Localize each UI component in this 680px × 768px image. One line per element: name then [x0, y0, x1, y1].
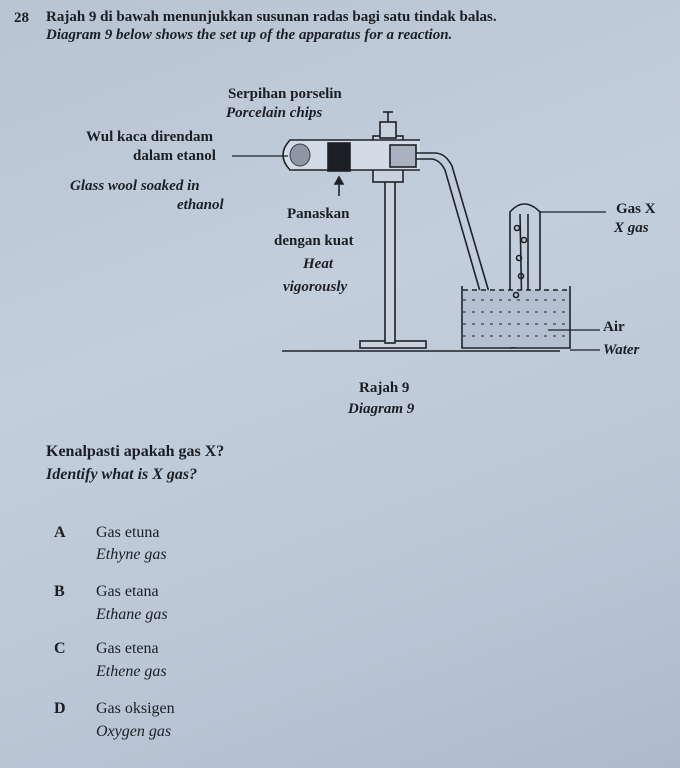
- option-d-letter[interactable]: D: [54, 700, 66, 717]
- label-heat-malay-1: Panaskan: [287, 206, 350, 222]
- question-text-malay: Rajah 9 di bawah menunjukkan susunan radas bagi satu tindak balas.: [46, 9, 497, 25]
- diagram-caption-english: Diagram 9: [348, 401, 415, 417]
- diagram-caption-malay: Rajah 9: [359, 380, 410, 396]
- glass-wool: [290, 144, 310, 166]
- option-d-english[interactable]: Oxygen gas: [96, 723, 172, 740]
- stopper: [390, 145, 416, 167]
- prompt-malay: Kenalpasti apakah gas X?: [46, 443, 225, 460]
- label-glass-wool-malay-2: dalam etanol: [133, 148, 216, 164]
- label-heat-english-1: Heat: [303, 256, 333, 272]
- label-heat-malay-2: dengan kuat: [274, 233, 354, 249]
- label-glass-wool-english-1: Glass wool soaked in: [70, 178, 200, 194]
- option-a-english[interactable]: Ethyne gas: [96, 546, 167, 563]
- label-glass-wool-malay-1: Wul kaca direndam: [86, 129, 213, 145]
- porcelain-chips: [328, 143, 350, 171]
- option-a-letter[interactable]: A: [54, 524, 66, 541]
- option-c-malay[interactable]: Gas etena: [96, 640, 159, 657]
- option-c-letter[interactable]: C: [54, 640, 66, 657]
- label-glass-wool-english-2: ethanol: [177, 197, 224, 213]
- prompt-english: Identify what is X gas?: [46, 466, 198, 483]
- option-d-malay[interactable]: Gas oksigen: [96, 700, 175, 717]
- option-c-english[interactable]: Ethene gas: [96, 663, 167, 680]
- option-b-english[interactable]: Ethane gas: [96, 606, 168, 623]
- option-a-malay[interactable]: Gas etuna: [96, 524, 160, 541]
- label-water-english: Water: [603, 342, 640, 358]
- label-gas-x-malay: Gas X: [616, 201, 656, 217]
- question-text-english: Diagram 9 below shows the set up of the apparatus for a reaction.: [46, 27, 453, 43]
- retort-stand-rod: [385, 155, 395, 343]
- water: [463, 290, 569, 347]
- option-b-malay[interactable]: Gas etana: [96, 583, 159, 600]
- label-gas-x-english: X gas: [614, 220, 649, 236]
- option-b-letter[interactable]: B: [54, 583, 65, 600]
- label-water-malay: Air: [603, 319, 625, 335]
- label-porcelain-chips-english: Porcelain chips: [226, 105, 323, 121]
- question-number: 28: [14, 10, 29, 26]
- label-porcelain-chips-malay: Serpihan porselin: [228, 86, 342, 102]
- label-heat-english-2: vigorously: [283, 279, 348, 295]
